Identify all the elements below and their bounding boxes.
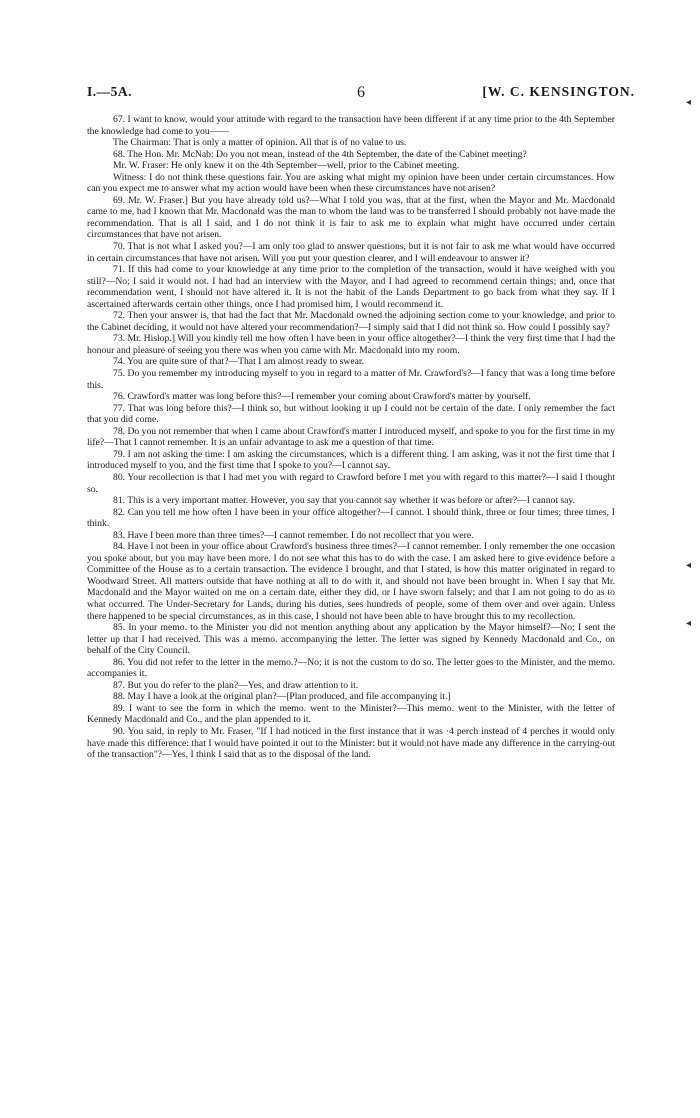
paragraph: 87. But you do refer to the plan?—Yes, and draw attention to it. (113, 679, 359, 691)
paragraph: 80. Your recollection is that I had met you with regard to Crawford before I met you with regard to this matter?—I said I thought so. (87, 471, 615, 495)
paragraph: 81. This is a very important matter. However, you say that you cannot say whether it was before or after?—I cannot say. (113, 495, 576, 507)
paragraph: 79. I am not asking the time: I am asking the circumstances, which is a different thing. I am asking, was it not the first time that I introduced myself to you, and the first time that I spoke to you?—I cannot say. (87, 448, 615, 472)
paragraph: 67. I want to know, would your attitude with regard to the transaction have been different if at any time prior to the 4th September the knowledge had come to you—— (87, 114, 615, 137)
margin-mark: ◂ (686, 97, 692, 108)
body-text (87, 114, 615, 761)
paragraph: 75. Do you remember my introducing myself to you in regard to a matter of Mr. Crawford's?—I fancy that was a long time before this. (87, 368, 615, 391)
paragraph: 84. Have I not been in your office about Crawford's business three times?—I cannot remember. I only remember the one occasion you spoke about, but you may have been more. I do not see what this has to do with the case. I am asked here to give evidence before a Committee of the House as to a certain transaction. The evidence I brought, and that I stated, is how this matter originated in regard to Woodward Street. All matters outside that have nothing at all to do with it, and should not have been brought in. When I say that Mr. Macdonald and the Mayor waited on me on a certain date, either they did, or I have sworn falsely; and that I am not going to do as to what occurred. The Under-Secretary for Lands, during his duties, sees hundreds of people, some of them over and over again. Unless there happened to be special circumstances, as in this case, I should not have been able to have brought this to my recollection. (87, 541, 615, 622)
margin-mark: ◂ (686, 560, 692, 571)
paragraph: Witness: I do not think these questions fair. You are asking what might my opinion have been under certain circumstances. How can you expect me to answer what my action would have been when these circumstances have not arisen? (87, 171, 615, 195)
paragraph: The Chairman: That is only a matter of opinion. All that is of no value to us. (113, 137, 407, 149)
paragraph: 83. Have I been more than three times?—I cannot remember. I do not recollect that you were. (113, 529, 474, 541)
page-number: 6 (357, 84, 365, 101)
paragraph: 88. May I have a look at the original plan?—[Plan produced, and file accompanying it.] (113, 691, 451, 703)
paragraph: 71. If this had come to your knowledge at any time prior to the completion of the transaction, would it have weighed with you still?—No; I said it would not. I had had an interview with the Mayor, and I had agreed to recommend certain things; and, once that recommendation went, I should not have altered it. It is not the habit of the Lands Department to go back from what they say. If I ascertained afterwards certain other things, once I had promised him, I would recommend it. (87, 264, 615, 310)
paragraph: 82. Can you tell me how often I have been in your office altogether?—I cannot. I should think, three or four times; three times, I think. (87, 506, 615, 530)
witness-name: [W. C. KENSINGTON. (482, 84, 635, 99)
margin-mark: ◂ (686, 618, 692, 629)
paragraph: 78. Do you not remember that when I came about Crawford's matter I introduced myself, and spoke to you for the first time in my life?—That I cannot remember. It is an unfair advantage to ask me a question of that time. (87, 425, 615, 449)
document-reference: I.—5A. (87, 84, 133, 99)
paragraph: 76. Crawford's matter was long before this?—I remember your coming about Crawford's matter by yourself. (113, 391, 531, 403)
paragraph: 77. That was long before this?—I think so, but without looking it up I could not be certain of the date. I only remember the fact that you did come. (87, 402, 615, 426)
paragraph: 86. You did not refer to the letter in the memo.?—No; it is not the custom to do so. The letter goes to the Minister, and the memo. accompanies it. (87, 656, 615, 680)
paragraph: 68. The Hon. Mr. McNab: Do you not mean, instead of the 4th September, the date of the Cabinet meeting? (113, 148, 527, 160)
paragraph: 90. You said, in reply to Mr. Fraser, "If I had noticed in the first instance that it was ·4 perch instead of 4 perches it would only have made this difference: that I would have pointed it out to the Minister: but it would not have made any difference in the carrying-out of the transaction"?—Yes, I think I said that as to the disposal of the land. (87, 725, 615, 761)
page-header (87, 84, 635, 106)
paragraph: 89. I want to see the form in which the memo. went to the Minister?—This memo. went to the Minister, with the letter of Kennedy Macdonald and Co., and the plan appended to it. (87, 702, 615, 726)
paragraph: 85. In your memo. to the Minister you did not mention anything about any application by the Mayor himself?—No; I sent the letter up that I had received. This was a memo. accompanying the letter. The letter was signed by Kennedy Macdonald and Co., on behalf of the City Council. (87, 622, 615, 657)
paragraph: Mr. W. Fraser: He only knew it on the 4th September—well, prior to the Cabinet meeting. (113, 160, 460, 172)
paragraph: 69. Mr. W. Fraser.] But you have already told us?—What I told you was, that at the first, when the Mayor and Mr. Macdonald came to me, had I known that Mr. Macdonald was the man to whom the land was to be transferred I should probably not have made the recommendation. That is all I said, and I do not think it is fair to ask me to explain what might have occurred under certain circumstances that have not arisen. (87, 194, 615, 241)
paragraph: 74. You are quite sure of that?—That I am almost ready to swear. (113, 356, 364, 368)
paragraph: 70. That is not what I asked you?—I am only too glad to answer questions, but it is not fair to ask me what would have occurred in certain circumstances that have not arisen. Will you put your question clearer, and I will endeavour to answer it? (87, 241, 615, 264)
paragraph: 73. Mr. Hislop.] Will you kindly tell me how often I have been in your office altogether?—I think the very first time that I had the honour and pleasure of seeing you there was when you came with Mr. Macdonald into my room. (87, 333, 615, 356)
paragraph: 72. Then your answer is, that had the fact that Mr. Macdonald owned the adjoining section come to your knowledge, and prior to the Cabinet deciding, it would not have altered your recommendation?—I simply said that I did not think so. How could I possibly say? (87, 310, 615, 333)
